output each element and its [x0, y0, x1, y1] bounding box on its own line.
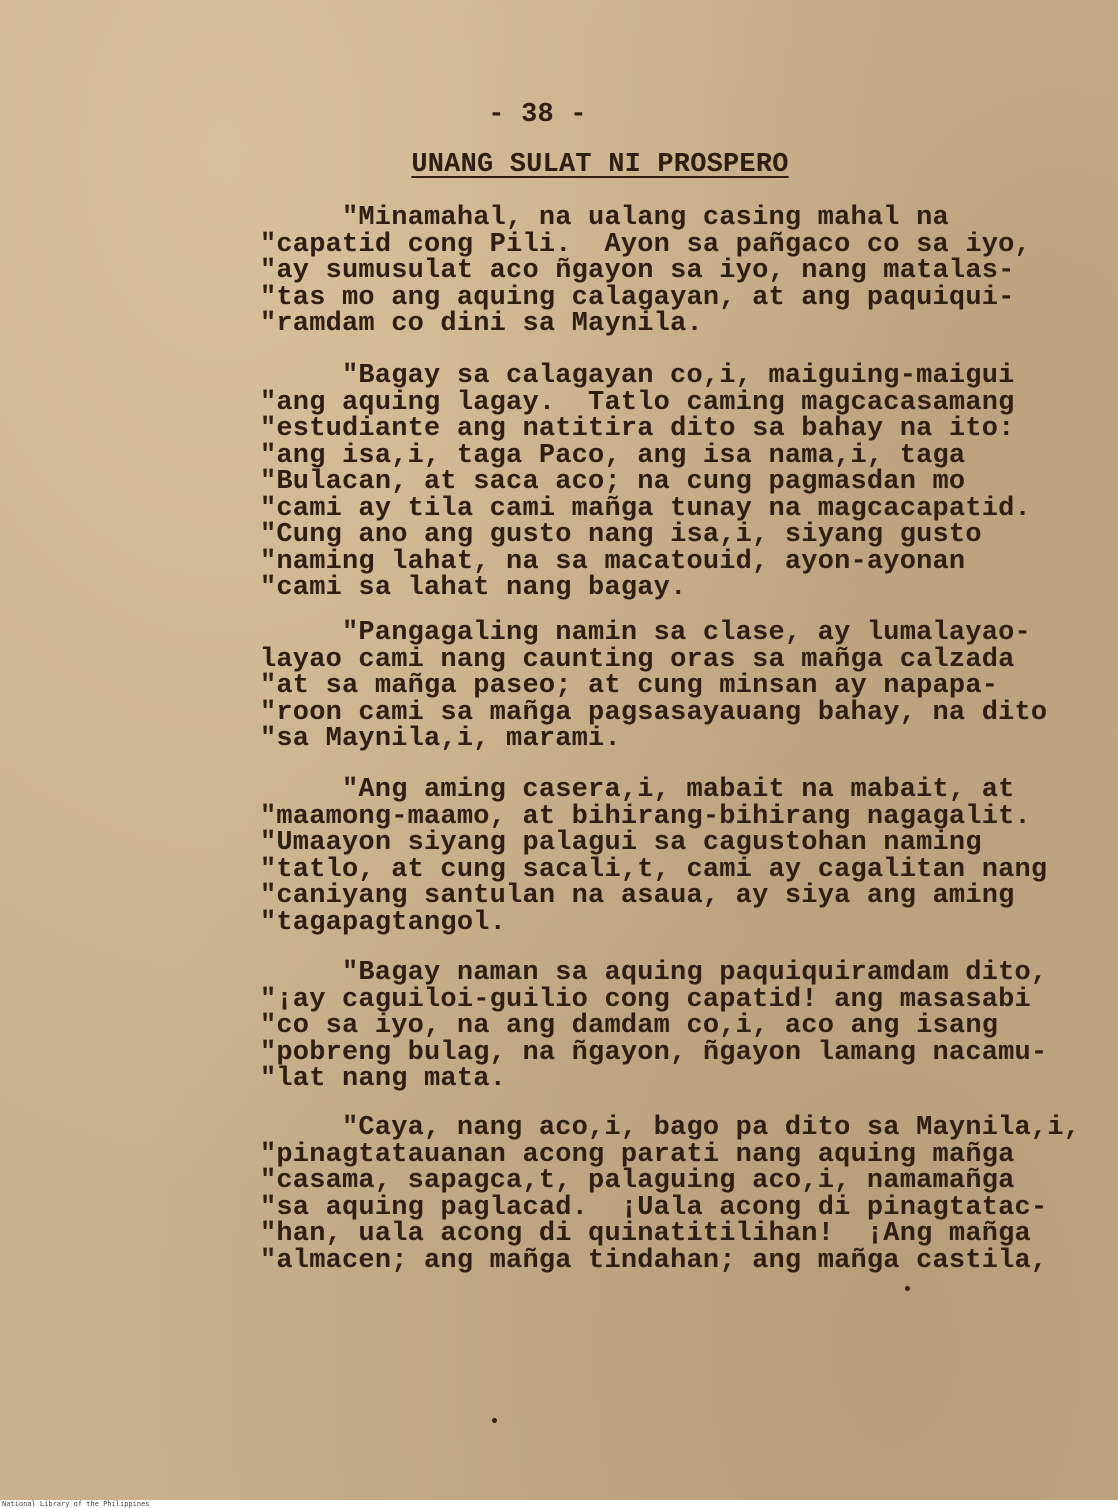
text-line: "estudiante ang natitira dito sa bahay na ito:: [260, 414, 1015, 444]
text-line: "Bagay naman sa aquing paquiquiramdam dito,: [342, 958, 1048, 988]
text-line: "capatid cong Pili. Ayon sa pañgaco co sa iyo,: [260, 229, 1031, 260]
text-line: "tatlo, at cung sacali,t, cami ay cagalitan nang: [260, 854, 1048, 885]
text-line: "lat nang mata.: [260, 1064, 507, 1094]
ink-speck: [905, 1286, 910, 1291]
text-line: "han, uala acong di quinatitilihan! ¡Ang mañga: [260, 1219, 1031, 1249]
text-line: "sa aquing paglacad. ¡Uala acong di pinagtatac-: [260, 1192, 1048, 1223]
text-line: "caniyang santulan na asaua, ay siya ang aming: [260, 881, 1015, 911]
paragraph-5: [260, 960, 1060, 1093]
letter-title: UNANG SULAT NI PROSPERO: [411, 150, 789, 180]
text-line: "ang aquing lagay. Tatlo caming magcacasamang: [260, 387, 1015, 418]
text-line: "cami sa lahat nang bagay.: [260, 573, 687, 603]
text-line: "Bagay sa calagayan co,i, maiguing-maigui: [342, 361, 1015, 391]
text-line: "tas mo ang aquing calagayan, at ang paquiqui-: [260, 282, 1015, 313]
ink-speck: [492, 1418, 497, 1423]
paragraph-4: [260, 777, 1060, 936]
text-line: "Ang aming casera,i, mabait na mabait, at: [342, 775, 1015, 805]
text-line: "ramdam co dini sa Maynila.: [260, 309, 703, 339]
paragraph-1: [260, 205, 1060, 338]
text-line: "Cung ano ang gusto nang isa,i, siyang gusto: [260, 520, 982, 550]
text-line: "co sa iyo, na ang damdam co,i, aco ang isang: [260, 1011, 999, 1041]
text-line: "Umaayon siyang palagui sa cagustohan naming: [260, 828, 982, 858]
text-line: "casama, sapagca,t, palaguing aco,i, namamañga: [260, 1166, 1015, 1196]
paragraph-2: [260, 363, 1060, 602]
text-line: "at sa mañga paseo; at cung minsan ay napapa-: [260, 671, 999, 701]
text-line: "sa Maynila,i, marami.: [260, 724, 621, 754]
paragraph-3: [260, 620, 1060, 753]
text-line: "tagapagtangol.: [260, 907, 507, 938]
page-number: - 38 -: [488, 100, 587, 130]
text-line: layao cami nang caunting oras sa mañga calzada: [260, 644, 1015, 675]
text-line: "pobreng bulag, na ñgayon, ñgayon lamang nacamu-: [260, 1037, 1048, 1068]
text-line: "almacen; ang mañga tindahan; ang mañga castila,: [260, 1245, 1048, 1276]
text-line: "Minamahal, na ualang casing mahal na: [342, 203, 949, 233]
library-credit: National Library of the Philippines: [2, 1500, 150, 1508]
text-line: "¡ay caguiloi-guilio cong capatid! ang masasabi: [260, 984, 1031, 1015]
text-line: "cami ay tila cami mañga tunay na magcacapatid.: [260, 493, 1031, 524]
text-line: "roon cami sa mañga pagsasayauang bahay, na dito: [260, 697, 1048, 728]
text-line: "Caya, nang aco,i, bago pa dito sa Maynila,i,: [342, 1113, 1081, 1143]
text-line: "Pangagaling namin sa clase, ay lumalayao-: [342, 618, 1031, 648]
text-line: "maamong-maamo, at bihirang-bihirang nagagalit.: [260, 801, 1031, 832]
text-line: "pinagtatauanan acong parati nang aquing mañga: [260, 1139, 1015, 1170]
text-line: "Bulacan, at saca aco; na cung pagmasdan mo: [260, 467, 966, 497]
text-line: "ang isa,i, taga Paco, ang isa nama,i, taga: [260, 440, 966, 471]
paragraph-6: [260, 1113, 1081, 1276]
footer-strip: [0, 1500, 1118, 1508]
text-line: "ay sumusulat aco ñgayon sa iyo, nang matalas-: [260, 256, 1015, 286]
text-line: "naming lahat, na sa macatouid, ayon-ayonan: [260, 546, 966, 577]
